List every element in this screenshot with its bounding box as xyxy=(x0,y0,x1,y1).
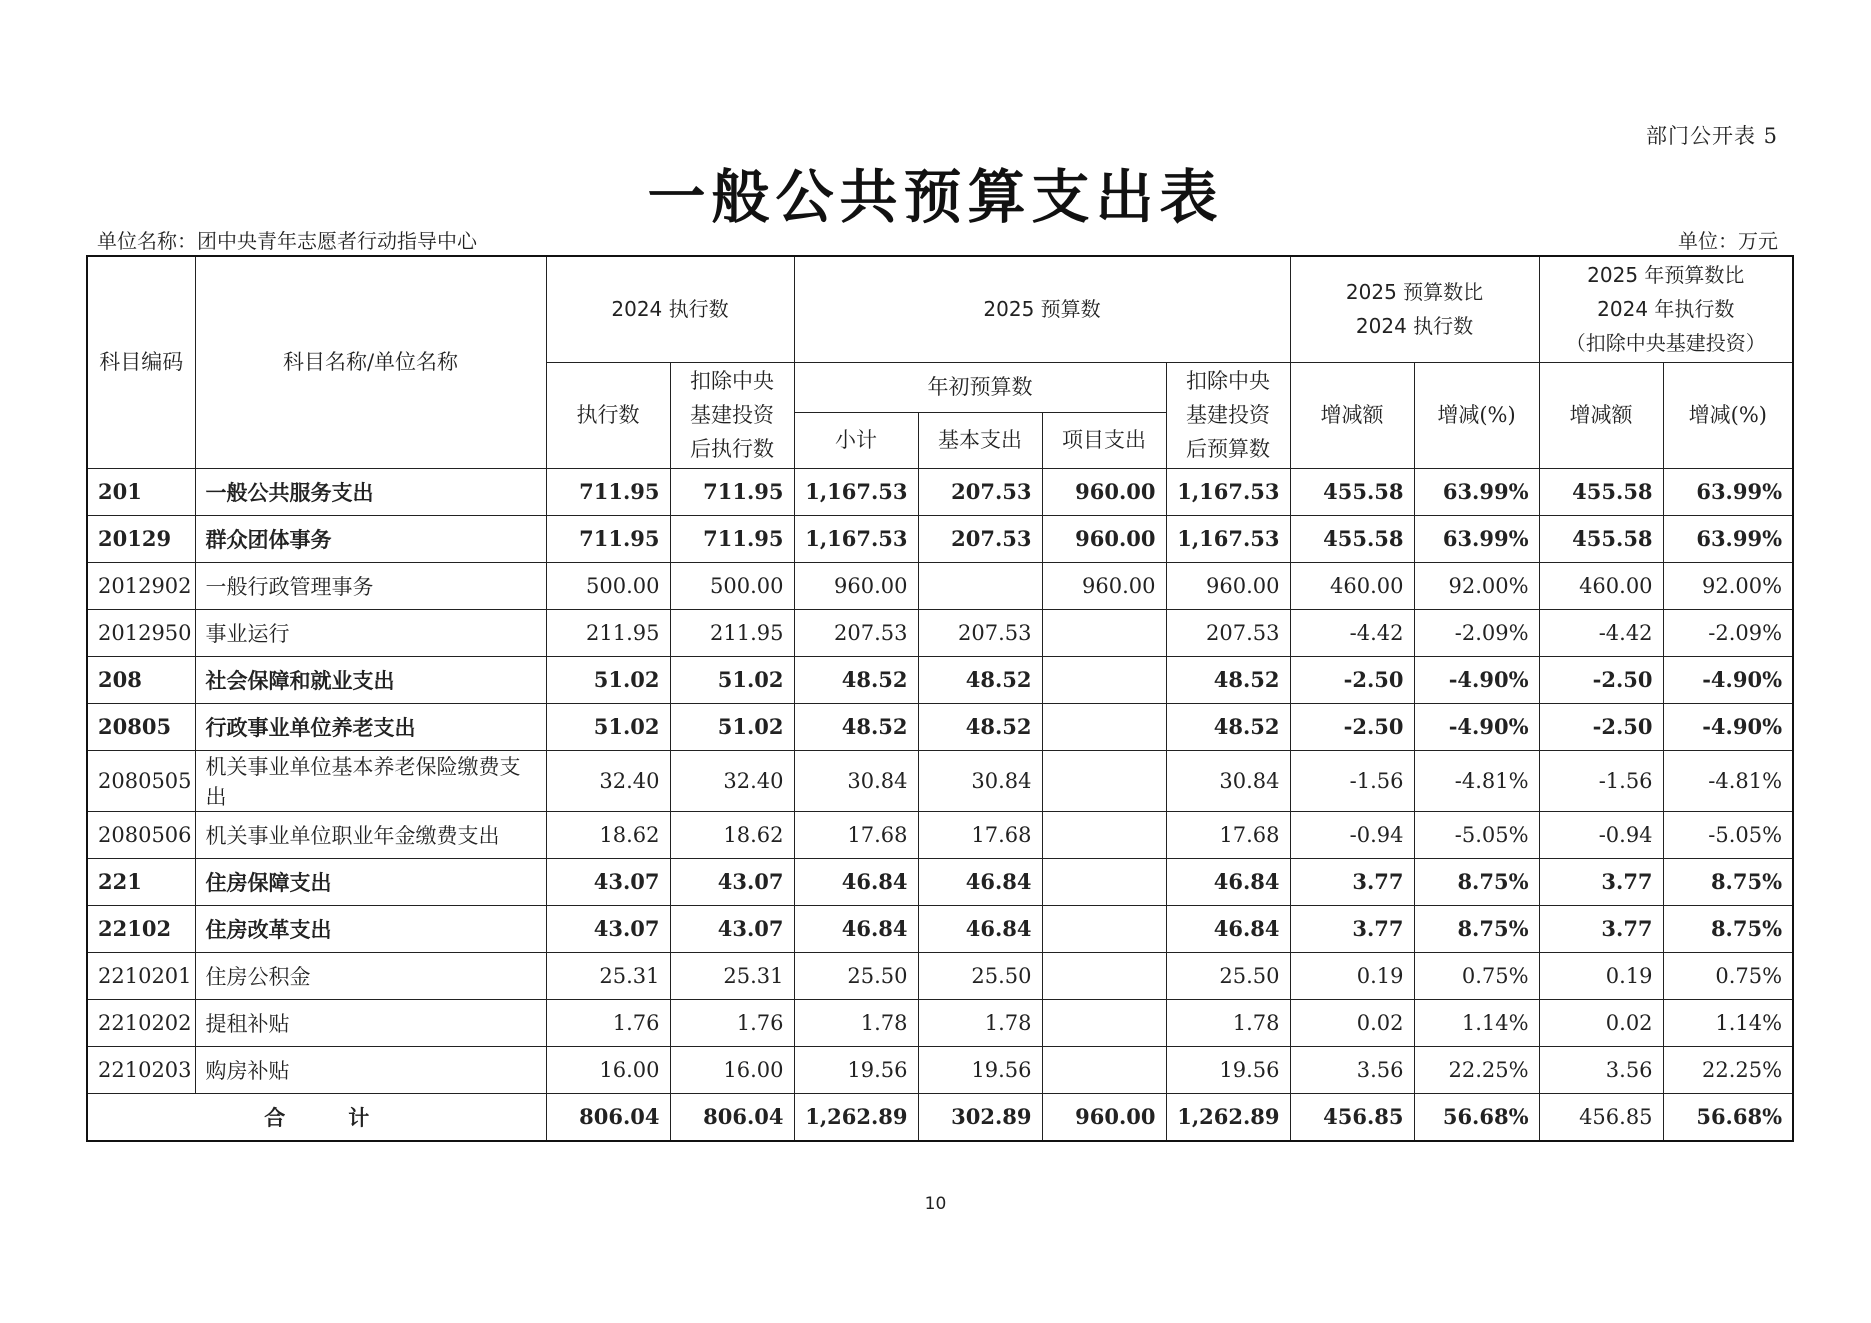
row-value xyxy=(1042,750,1166,811)
row-value: 8.75% xyxy=(1663,905,1793,952)
row-value: 63.99% xyxy=(1663,468,1793,515)
row-value: 8.75% xyxy=(1663,858,1793,905)
row-value: 460.00 xyxy=(1539,562,1663,609)
row-value xyxy=(918,562,1042,609)
row-value: 48.52 xyxy=(918,703,1042,750)
row-value: -5.05% xyxy=(1663,811,1793,858)
row-value: 19.56 xyxy=(918,1046,1042,1093)
row-value: 46.84 xyxy=(794,858,918,905)
row-value: 43.07 xyxy=(670,905,794,952)
row-value: 3.56 xyxy=(1539,1046,1663,1093)
unit-name-label: 单位名称：团中央青年志愿者行动指导中心 xyxy=(97,229,477,253)
row-value: 207.53 xyxy=(1166,609,1290,656)
header-exec: 执行数 xyxy=(546,362,670,468)
table-row xyxy=(87,515,1793,562)
row-value: 63.99% xyxy=(1414,515,1539,562)
row-value: 63.99% xyxy=(1414,468,1539,515)
row-value xyxy=(1042,999,1166,1046)
row-name: 事业运行 xyxy=(195,609,546,656)
table-row xyxy=(87,750,1793,811)
row-code: 208 xyxy=(87,656,195,703)
row-code: 2080505 xyxy=(87,750,195,811)
row-value: 30.84 xyxy=(794,750,918,811)
total-cell: 960.00 xyxy=(1042,1093,1166,1141)
row-code: 2012902 xyxy=(87,562,195,609)
table-row xyxy=(87,562,1793,609)
row-value: -4.42 xyxy=(1290,609,1414,656)
row-value: 711.95 xyxy=(670,515,794,562)
row-name: 一般公共服务支出 xyxy=(195,468,546,515)
row-code: 22102 xyxy=(87,905,195,952)
row-value: 207.53 xyxy=(918,468,1042,515)
row-value: 48.52 xyxy=(1166,703,1290,750)
row-value: 460.00 xyxy=(1290,562,1414,609)
total-cell: 56.68% xyxy=(1414,1093,1539,1141)
header-subtotal: 小计 xyxy=(794,412,918,468)
total-cell: 456.85 xyxy=(1539,1093,1663,1141)
row-value: 1.78 xyxy=(1166,999,1290,1046)
row-value: 1,167.53 xyxy=(1166,515,1290,562)
header-exec-adjusted: 扣除中央 基建投资 后执行数 xyxy=(670,362,794,468)
row-value: -4.81% xyxy=(1663,750,1793,811)
table-row xyxy=(87,656,1793,703)
table-row xyxy=(87,952,1793,999)
row-value xyxy=(1042,656,1166,703)
row-value: 22.25% xyxy=(1663,1046,1793,1093)
row-name: 提租补贴 xyxy=(195,999,546,1046)
header-exec-2024: 2024 执行数 xyxy=(546,256,794,362)
row-value: 1,167.53 xyxy=(794,515,918,562)
row-value: -2.50 xyxy=(1539,703,1663,750)
row-value: -4.90% xyxy=(1663,656,1793,703)
currency-unit-label: 单位：万元 xyxy=(1678,229,1778,253)
row-name: 住房保障支出 xyxy=(195,858,546,905)
row-code: 2210201 xyxy=(87,952,195,999)
table-row xyxy=(87,999,1793,1046)
row-value: -0.94 xyxy=(1290,811,1414,858)
row-value: 46.84 xyxy=(1166,905,1290,952)
row-value: 25.31 xyxy=(546,952,670,999)
row-name: 住房改革支出 xyxy=(195,905,546,952)
row-value xyxy=(1042,811,1166,858)
row-name: 社会保障和就业支出 xyxy=(195,656,546,703)
row-value: -4.90% xyxy=(1663,703,1793,750)
table-row xyxy=(87,858,1793,905)
total-cell: 456.85 xyxy=(1290,1093,1414,1141)
row-value: 3.56 xyxy=(1290,1046,1414,1093)
row-code: 221 xyxy=(87,858,195,905)
row-value: 1.14% xyxy=(1663,999,1793,1046)
row-value xyxy=(1042,1046,1166,1093)
row-value: 46.84 xyxy=(1166,858,1290,905)
row-name: 机关事业单位职业年金缴费支出 xyxy=(195,811,546,858)
row-value: 3.77 xyxy=(1290,905,1414,952)
row-value: 32.40 xyxy=(546,750,670,811)
row-value: 46.84 xyxy=(918,858,1042,905)
page-number: 10 xyxy=(924,1194,947,1214)
table-row xyxy=(87,905,1793,952)
row-value xyxy=(1042,609,1166,656)
row-value: 960.00 xyxy=(1166,562,1290,609)
total-row xyxy=(87,1093,1793,1141)
row-code: 2012950 xyxy=(87,609,195,656)
row-name: 一般行政管理事务 xyxy=(195,562,546,609)
row-value: 16.00 xyxy=(546,1046,670,1093)
header-name: 科目名称/单位名称 xyxy=(195,256,546,468)
row-value: 22.25% xyxy=(1414,1046,1539,1093)
header-budget-adjusted: 扣除中央 基建投资 后预算数 xyxy=(1166,362,1290,468)
header-compare-1: 2025 预算数比 2024 执行数 xyxy=(1290,256,1539,362)
row-value: -2.50 xyxy=(1290,656,1414,703)
table-row xyxy=(87,609,1793,656)
header-basic-expenditure: 基本支出 xyxy=(918,412,1042,468)
row-value xyxy=(1042,858,1166,905)
row-value: 25.31 xyxy=(670,952,794,999)
row-value: 3.77 xyxy=(1290,858,1414,905)
row-value: 500.00 xyxy=(670,562,794,609)
row-value: 211.95 xyxy=(670,609,794,656)
header-initial-budget: 年初预算数 xyxy=(794,362,1166,412)
total-cell: 806.04 xyxy=(670,1093,794,1141)
header-change-pct-1: 增减(%) xyxy=(1414,362,1539,468)
row-value: 48.52 xyxy=(794,703,918,750)
row-name: 机关事业单位基本养老保险缴费支出 xyxy=(195,750,546,811)
row-code: 201 xyxy=(87,468,195,515)
row-value: 8.75% xyxy=(1414,905,1539,952)
header-change-amount-2: 增减额 xyxy=(1539,362,1663,468)
row-value: 711.95 xyxy=(670,468,794,515)
row-value: 16.00 xyxy=(670,1046,794,1093)
row-value: 48.52 xyxy=(1166,656,1290,703)
row-value: 711.95 xyxy=(546,468,670,515)
row-value: 960.00 xyxy=(1042,468,1166,515)
row-value xyxy=(1042,905,1166,952)
row-value xyxy=(1042,703,1166,750)
row-value: 1,167.53 xyxy=(1166,468,1290,515)
row-code: 20129 xyxy=(87,515,195,562)
row-value: 455.58 xyxy=(1290,515,1414,562)
row-value: 1.78 xyxy=(918,999,1042,1046)
row-value: -2.50 xyxy=(1539,656,1663,703)
row-value: 25.50 xyxy=(1166,952,1290,999)
row-value: -2.50 xyxy=(1290,703,1414,750)
row-value: 500.00 xyxy=(546,562,670,609)
total-cell: 1,262.89 xyxy=(1166,1093,1290,1141)
row-value: 25.50 xyxy=(794,952,918,999)
row-value: -0.94 xyxy=(1539,811,1663,858)
row-value: 43.07 xyxy=(670,858,794,905)
row-value: 18.62 xyxy=(546,811,670,858)
row-value: 1.76 xyxy=(670,999,794,1046)
row-value: 3.77 xyxy=(1539,905,1663,952)
row-value: 32.40 xyxy=(670,750,794,811)
row-value: 92.00% xyxy=(1663,562,1793,609)
header-budget-2025: 2025 预算数 xyxy=(794,256,1290,362)
row-value: -4.90% xyxy=(1414,703,1539,750)
row-value: 51.02 xyxy=(670,703,794,750)
row-value: 46.84 xyxy=(794,905,918,952)
row-name: 群众团体事务 xyxy=(195,515,546,562)
row-code: 2210202 xyxy=(87,999,195,1046)
row-value: -1.56 xyxy=(1290,750,1414,811)
header-code: 科目编码 xyxy=(87,256,195,468)
row-value: -2.09% xyxy=(1663,609,1793,656)
row-value: 0.02 xyxy=(1290,999,1414,1046)
row-value: 960.00 xyxy=(1042,562,1166,609)
total-cell: 302.89 xyxy=(918,1093,1042,1141)
row-value: 17.68 xyxy=(918,811,1042,858)
row-value: 43.07 xyxy=(546,905,670,952)
row-value: 0.02 xyxy=(1539,999,1663,1046)
row-value: -1.56 xyxy=(1539,750,1663,811)
table-row xyxy=(87,811,1793,858)
row-name: 购房补贴 xyxy=(195,1046,546,1093)
total-cell: 56.68% xyxy=(1663,1093,1793,1141)
row-value: 46.84 xyxy=(918,905,1042,952)
row-value: 960.00 xyxy=(794,562,918,609)
row-value: 207.53 xyxy=(918,515,1042,562)
header-project-expenditure: 项目支出 xyxy=(1042,412,1166,468)
row-value: -5.05% xyxy=(1414,811,1539,858)
table-row xyxy=(87,703,1793,750)
row-value: -4.90% xyxy=(1414,656,1539,703)
row-value: 17.68 xyxy=(1166,811,1290,858)
row-value: 43.07 xyxy=(546,858,670,905)
row-value: 19.56 xyxy=(1166,1046,1290,1093)
total-label: 合 计 xyxy=(87,1093,546,1141)
row-value: 92.00% xyxy=(1414,562,1539,609)
row-value: 25.50 xyxy=(918,952,1042,999)
row-value: 207.53 xyxy=(918,609,1042,656)
row-value: 17.68 xyxy=(794,811,918,858)
budget-expenditure-table xyxy=(86,255,1794,1142)
table-row xyxy=(87,1046,1793,1093)
row-value: 51.02 xyxy=(546,703,670,750)
row-value: 455.58 xyxy=(1539,468,1663,515)
form-number: 部门公开表 5 xyxy=(1645,124,1778,148)
header-row-1 xyxy=(87,256,1793,362)
row-value: 0.75% xyxy=(1663,952,1793,999)
row-value: 51.02 xyxy=(546,656,670,703)
row-value: 1.14% xyxy=(1414,999,1539,1046)
row-value: 48.52 xyxy=(918,656,1042,703)
row-name: 行政事业单位养老支出 xyxy=(195,703,546,750)
row-value: -2.09% xyxy=(1414,609,1539,656)
row-value: 18.62 xyxy=(670,811,794,858)
row-value: 1.78 xyxy=(794,999,918,1046)
row-name: 住房公积金 xyxy=(195,952,546,999)
table-body xyxy=(87,468,1793,1093)
row-value: 30.84 xyxy=(918,750,1042,811)
row-value: 960.00 xyxy=(1042,515,1166,562)
header-compare-2: 2025 年预算数比 2024 年执行数 （扣除中央基建投资） xyxy=(1539,256,1793,362)
row-code: 20805 xyxy=(87,703,195,750)
row-value: 19.56 xyxy=(794,1046,918,1093)
row-value: 8.75% xyxy=(1414,858,1539,905)
row-value: 1.76 xyxy=(546,999,670,1046)
row-value: 711.95 xyxy=(546,515,670,562)
row-value: 51.02 xyxy=(670,656,794,703)
header-change-amount-1: 增减额 xyxy=(1290,362,1414,468)
row-value xyxy=(1042,952,1166,999)
row-value: 0.75% xyxy=(1414,952,1539,999)
row-value: 207.53 xyxy=(794,609,918,656)
table-row xyxy=(87,468,1793,515)
row-value: 455.58 xyxy=(1290,468,1414,515)
row-code: 2210203 xyxy=(87,1046,195,1093)
row-value: 63.99% xyxy=(1663,515,1793,562)
row-value: 1,167.53 xyxy=(794,468,918,515)
row-code: 2080506 xyxy=(87,811,195,858)
row-value: -4.81% xyxy=(1414,750,1539,811)
row-value: 211.95 xyxy=(546,609,670,656)
row-value: 30.84 xyxy=(1166,750,1290,811)
row-value: 3.77 xyxy=(1539,858,1663,905)
row-value: 0.19 xyxy=(1539,952,1663,999)
row-value: 455.58 xyxy=(1539,515,1663,562)
page-title: 一般公共预算支出表 xyxy=(647,163,1224,231)
total-cell: 1,262.89 xyxy=(794,1093,918,1141)
total-cell: 806.04 xyxy=(546,1093,670,1141)
row-value: 0.19 xyxy=(1290,952,1414,999)
row-value: 48.52 xyxy=(794,656,918,703)
row-value: -4.42 xyxy=(1539,609,1663,656)
header-change-pct-2: 增减(%) xyxy=(1663,362,1793,468)
